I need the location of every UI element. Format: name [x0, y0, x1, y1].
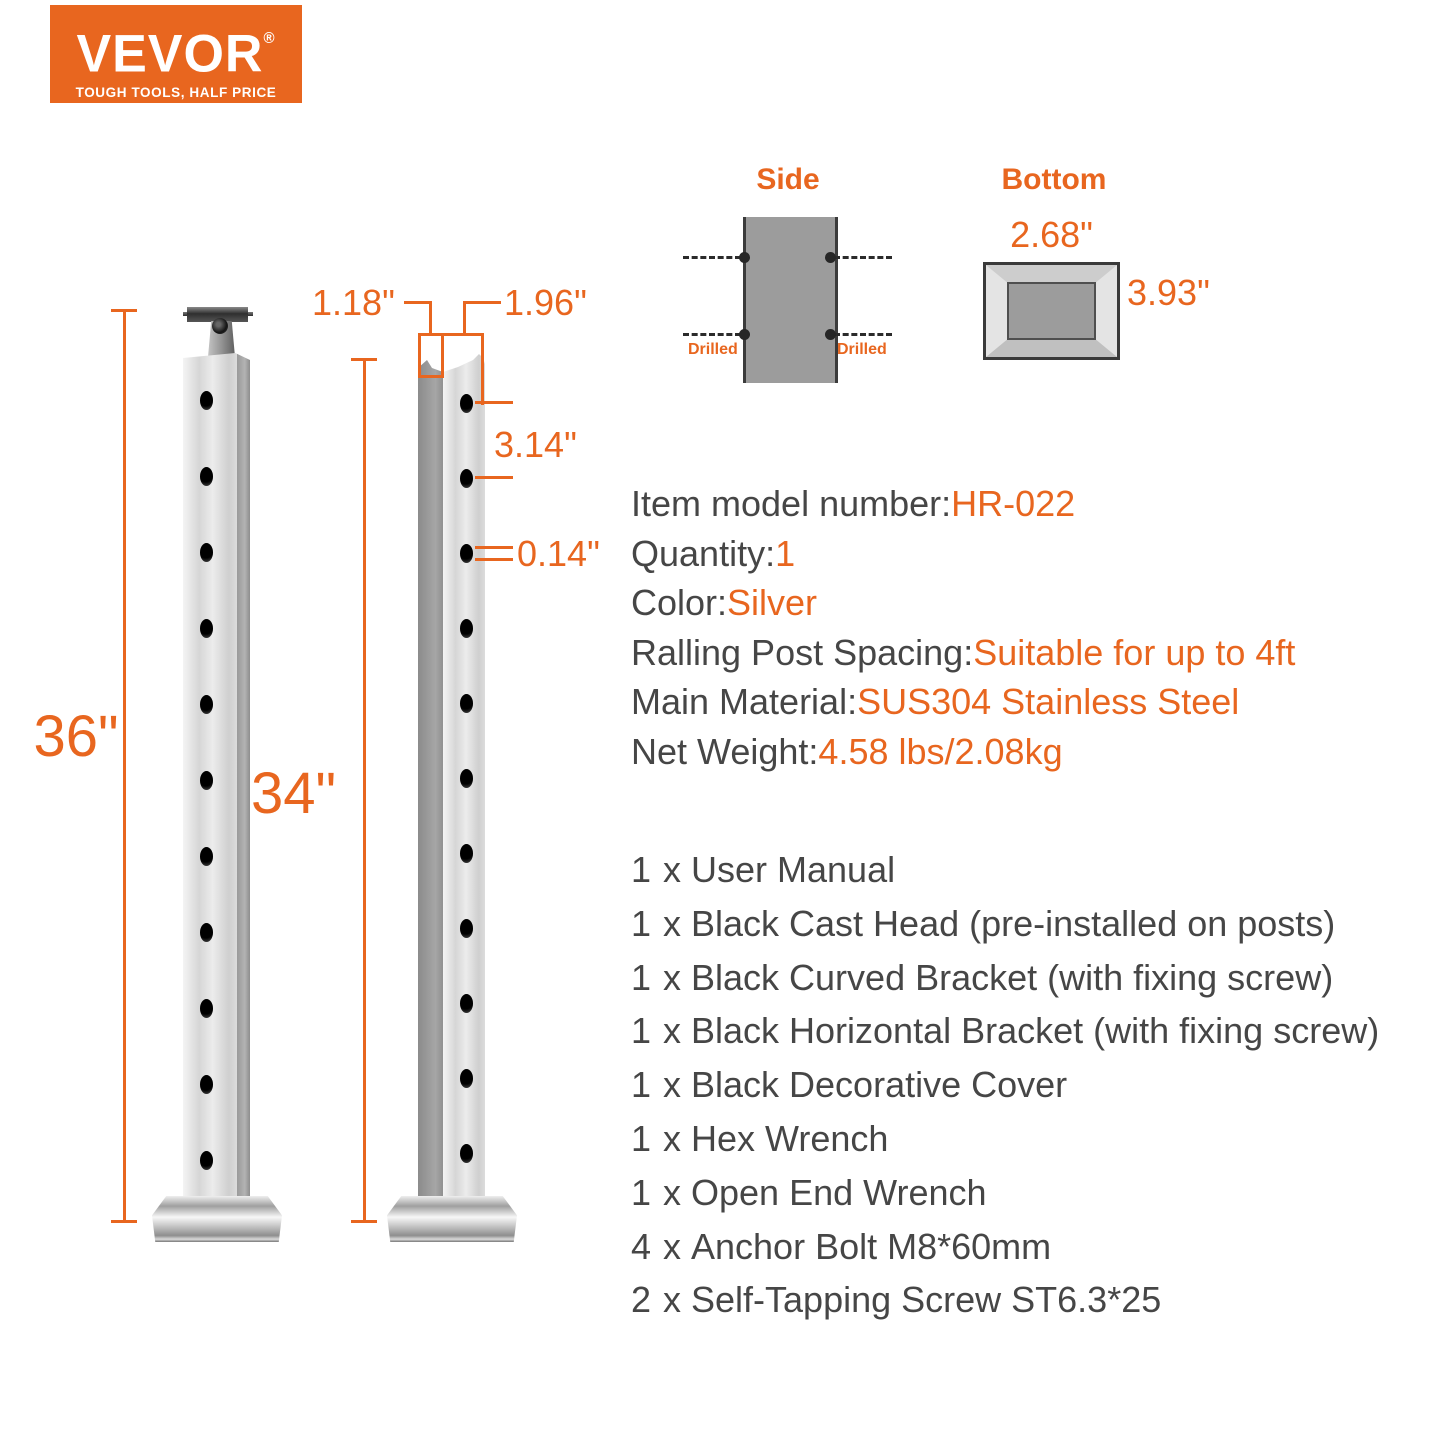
- spec-row: [631, 632, 1295, 682]
- item-qty: 1: [631, 849, 652, 890]
- brand-tagline: TOUGH TOOLS, HALF PRICE: [75, 85, 277, 100]
- cable-hole: [200, 923, 213, 942]
- cable-hole: [200, 999, 213, 1018]
- spec-list: [631, 483, 1295, 780]
- cable-hole: [200, 1151, 213, 1170]
- spec-label: Item model number:: [631, 483, 952, 524]
- left-post-base: [152, 1196, 282, 1242]
- cable-hole: [460, 544, 473, 563]
- dim-34-label: 34": [250, 761, 337, 826]
- cable-hole: [460, 394, 473, 413]
- dim-36-line: [123, 311, 126, 1222]
- spec-label: Ralling Post Spacing:: [631, 631, 974, 673]
- dim-box-left: [418, 333, 421, 378]
- vevor-logo: [50, 5, 302, 103]
- hole2-leader: [475, 476, 513, 479]
- side-dash-bottom-right: [834, 333, 892, 336]
- side-dot-top-left: [739, 252, 750, 263]
- cable-hole: [200, 695, 213, 714]
- item-name: Black Horizontal Bracket (with fixing screw): [691, 1010, 1380, 1052]
- side-drilled-left-label: Drilled: [688, 341, 738, 358]
- dim-34-line: [363, 360, 366, 1222]
- item-name: User Manual: [691, 849, 896, 890]
- bottom-diagram-title: Bottom: [1001, 163, 1107, 196]
- brand-name: VEVOR®: [76, 24, 276, 84]
- dim-36-label: 36": [33, 704, 119, 769]
- spec-label: Main Material:: [631, 681, 858, 722]
- package-item: [631, 1064, 1379, 1118]
- item-name: Black Decorative Cover: [691, 1064, 1068, 1106]
- spec-row: [631, 582, 1295, 632]
- cable-hole: [200, 391, 213, 410]
- item-name: Open End Wrench: [691, 1171, 987, 1213]
- dim-196-leader-v: [463, 301, 466, 335]
- item-times: x: [663, 902, 681, 944]
- dim-268-label: 2.68": [1010, 214, 1093, 255]
- spec-value: SUS304 Stainless Steel: [857, 681, 1240, 722]
- dim-196-label: 1.96": [504, 282, 587, 323]
- package-item: [631, 903, 1379, 957]
- cable-hole: [200, 847, 213, 866]
- dim-box-bottom-left: [418, 375, 444, 378]
- item-times: x: [663, 1064, 681, 1106]
- spec-label: Quantity:: [631, 532, 776, 574]
- cable-hole: [460, 694, 473, 713]
- side-dash-bottom-left: [683, 333, 741, 336]
- spec-value: HR-022: [951, 483, 1076, 524]
- cable-hole: [460, 994, 473, 1013]
- spec-value: Suitable for up to 4ft: [973, 631, 1296, 673]
- dim-393-label: 3.93": [1127, 272, 1210, 313]
- dim-box-top: [418, 333, 484, 336]
- side-dot-bottom-left: [739, 329, 750, 340]
- plate-inner: [1007, 282, 1096, 340]
- spec-row: [631, 731, 1295, 781]
- side-diagram-post: [743, 217, 838, 383]
- item-times: x: [663, 1225, 681, 1267]
- hole1-leader: [475, 401, 513, 404]
- spec-value: 1: [775, 532, 796, 574]
- package-item: [631, 1010, 1379, 1064]
- item-times: x: [663, 1171, 681, 1213]
- dim-34-bottom-tick: [351, 1220, 377, 1223]
- cable-hole: [460, 619, 473, 638]
- side-dot-top-right: [825, 252, 836, 263]
- cable-hole: [200, 467, 213, 486]
- cable-hole: [200, 1075, 213, 1094]
- item-times: x: [663, 1010, 681, 1052]
- package-list: [631, 849, 1379, 1333]
- dim-36-bottom-tick: [111, 1220, 137, 1223]
- package-item: [631, 1279, 1379, 1333]
- dim-box-right: [481, 333, 484, 405]
- dim-196-leader-h: [463, 301, 501, 304]
- side-diagram-title: Side: [756, 163, 820, 196]
- package-item: [631, 1118, 1379, 1172]
- cast-head-pivot: [212, 318, 228, 334]
- cable-hole: [460, 844, 473, 863]
- item-times: x: [663, 849, 681, 890]
- dim-118-leader-v: [429, 301, 432, 335]
- cable-hole: [460, 919, 473, 938]
- item-qty: 1: [631, 956, 652, 998]
- spec-value: Silver: [727, 582, 818, 623]
- package-item: [631, 957, 1379, 1011]
- side-drilled-right-label: Drilled: [837, 341, 887, 358]
- dim-314-label: 3.14": [494, 424, 577, 465]
- item-qty: 1: [631, 1010, 652, 1052]
- cable-hole: [200, 619, 213, 638]
- item-qty: 1: [631, 1171, 652, 1213]
- spec-row: [631, 681, 1295, 731]
- item-qty: 1: [631, 1064, 652, 1106]
- item-times: x: [663, 1117, 681, 1159]
- side-dash-top-left: [683, 256, 741, 259]
- registered-mark-icon: ®: [263, 29, 276, 48]
- item-name: Black Cast Head (pre-installed on posts): [691, 902, 1336, 944]
- cable-hole: [460, 769, 473, 788]
- cable-hole: [200, 771, 213, 790]
- spec-label: Color:: [631, 582, 728, 623]
- right-post-base: [387, 1196, 517, 1242]
- spec-row: [631, 533, 1295, 583]
- cable-hole: [200, 543, 213, 562]
- item-name: Self-Tapping Screw ST6.3*25: [691, 1279, 1162, 1321]
- hole3-leader-bottom: [475, 558, 513, 561]
- cable-hole: [460, 1069, 473, 1088]
- cable-hole: [460, 469, 473, 488]
- item-qty: 2: [631, 1279, 652, 1321]
- item-name: Anchor Bolt M8*60mm: [691, 1225, 1052, 1267]
- left-post: [183, 353, 250, 1197]
- side-dash-top-right: [834, 256, 892, 259]
- dim-box-divider: [441, 333, 444, 378]
- bottom-diagram-plate: [983, 262, 1120, 360]
- cable-hole: [460, 1144, 473, 1163]
- item-times: x: [663, 1279, 681, 1321]
- dim-118-leader-h: [404, 301, 432, 304]
- dim-118-label: 1.18": [312, 282, 395, 323]
- item-name: Black Curved Bracket (with fixing screw): [691, 956, 1334, 998]
- item-name: Hex Wrench: [691, 1117, 889, 1159]
- dim-014-label: 0.14": [517, 533, 600, 574]
- item-times: x: [663, 956, 681, 998]
- hole3-leader-top: [475, 546, 513, 549]
- right-post-side-face: [418, 352, 443, 1197]
- package-item: [631, 1172, 1379, 1226]
- spec-row: [631, 483, 1295, 533]
- item-qty: 1: [631, 902, 652, 944]
- item-qty: 4: [631, 1225, 652, 1267]
- spec-value: 4.58 lbs/2.08kg: [818, 730, 1063, 772]
- item-qty: 1: [631, 1117, 652, 1159]
- right-post: [418, 352, 485, 1197]
- spec-label: Net Weight:: [631, 730, 819, 772]
- package-item: [631, 849, 1379, 903]
- package-item: [631, 1226, 1379, 1280]
- side-dot-bottom-right: [825, 329, 836, 340]
